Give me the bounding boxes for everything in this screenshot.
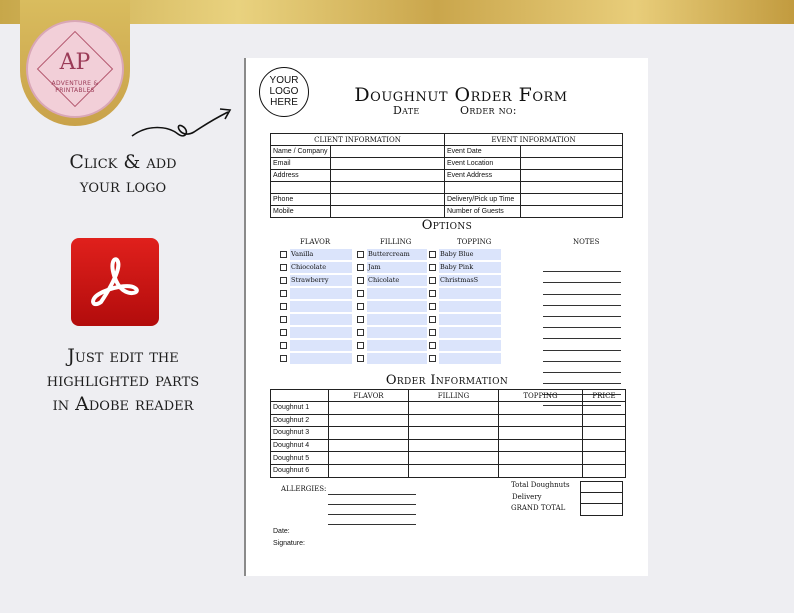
grand-total-label: GRAND TOTAL	[511, 504, 566, 512]
adobe-acrobat-icon	[71, 238, 159, 326]
logo-placeholder-line2: LOGO	[269, 86, 299, 97]
promo-line-3: Just edit the	[67, 345, 179, 367]
order-row-label: Doughnut 3	[271, 427, 329, 440]
option-text-field[interactable]	[439, 288, 501, 299]
notes-header: NOTES	[573, 238, 600, 246]
logo-placeholder-line1: YOUR	[269, 75, 299, 86]
total-doughnuts-label: Total Doughnuts	[511, 481, 570, 489]
order-cell-input[interactable]	[583, 402, 626, 415]
allergy-lines[interactable]	[328, 485, 416, 525]
option-checkbox[interactable]	[429, 329, 436, 336]
order-cell-input[interactable]	[583, 452, 626, 465]
option-text-field[interactable]	[290, 288, 352, 299]
order-row	[271, 452, 626, 465]
option-checkbox[interactable]	[357, 329, 364, 336]
order-cell-input[interactable]	[409, 452, 499, 465]
filling-header: FILLING	[380, 238, 412, 246]
event-field-input[interactable]	[521, 170, 623, 182]
client-field-label: Phone	[271, 194, 331, 206]
option-text-field[interactable]: ChristmasS	[439, 275, 501, 286]
client-info-header: CLIENT INFORMATION	[271, 134, 445, 146]
event-field-input[interactable]	[521, 158, 623, 170]
option-checkbox[interactable]	[280, 303, 287, 310]
client-field-label: Email	[271, 158, 331, 170]
topping-header: TOPPING	[457, 238, 492, 246]
event-field-label	[445, 182, 521, 194]
event-field-input[interactable]	[521, 182, 623, 194]
option-text-field[interactable]	[367, 301, 427, 312]
order-row-label: Doughnut 6	[271, 464, 329, 477]
order-row-label: Doughnut 4	[271, 439, 329, 452]
option-checkbox[interactable]	[357, 355, 364, 362]
client-field-input[interactable]	[331, 146, 445, 158]
option-text-field[interactable]	[439, 353, 501, 364]
option-text-field[interactable]: Buttercream	[367, 249, 427, 260]
client-field-input[interactable]	[331, 206, 445, 218]
option-text-field[interactable]: Baby Pink	[439, 262, 501, 273]
event-field-label: Delivery/Pick up Time	[445, 194, 521, 206]
option-text-field[interactable]	[367, 340, 427, 351]
option-checkbox[interactable]	[357, 342, 364, 349]
client-event-row	[271, 194, 623, 206]
order-row	[271, 414, 626, 427]
order-cell-input[interactable]	[499, 414, 583, 427]
order-row	[271, 427, 626, 440]
delivery-field[interactable]	[580, 493, 623, 505]
option-text-field[interactable]: Strawberry	[290, 275, 352, 286]
client-field-label: Mobile	[271, 206, 331, 218]
promo-line-5: in Adobe reader	[52, 393, 194, 415]
form-title: Doughnut Order Form	[354, 84, 568, 106]
order-cell-input[interactable]	[409, 439, 499, 452]
order-row	[271, 464, 626, 477]
option-text-field[interactable]: Vanilla	[290, 249, 352, 260]
option-text-field[interactable]	[290, 301, 352, 312]
order-cell-input[interactable]	[499, 427, 583, 440]
option-checkbox[interactable]	[357, 290, 364, 297]
order-cell-input[interactable]	[499, 402, 583, 415]
option-checkbox[interactable]	[280, 277, 287, 284]
order-cell-input[interactable]	[329, 414, 409, 427]
client-event-row	[271, 146, 623, 158]
order-cell-input[interactable]	[583, 427, 626, 440]
order-column-header: FLAVOR	[329, 390, 409, 402]
promo-edit-instructions	[10, 344, 236, 416]
option-text-field[interactable]	[367, 288, 427, 299]
option-text-field[interactable]	[367, 353, 427, 364]
order-cell-input[interactable]	[409, 402, 499, 415]
total-doughnuts-field[interactable]	[580, 481, 623, 493]
client-field-input[interactable]	[331, 158, 445, 170]
order-cell-input[interactable]	[409, 414, 499, 427]
option-checkbox[interactable]	[280, 264, 287, 271]
option-text-field[interactable]: Chicolate	[367, 275, 427, 286]
order-cell-input[interactable]	[409, 427, 499, 440]
order-number-label: Order no:	[460, 104, 517, 117]
promo-line-4: highlighted parts	[46, 369, 200, 391]
brand-name-line1: ADVENTURE &	[51, 80, 99, 87]
order-column-header: TOPPING	[499, 390, 583, 402]
acrobat-swirl-icon	[71, 238, 159, 326]
grand-total-field[interactable]	[580, 504, 623, 516]
option-checkbox[interactable]	[357, 303, 364, 310]
option-checkbox[interactable]	[280, 342, 287, 349]
option-text-field[interactable]	[290, 327, 352, 338]
signature-label: Signature:	[273, 540, 305, 547]
order-row	[271, 402, 626, 415]
date-footer-label: Date:	[273, 528, 290, 535]
order-column-header	[271, 390, 329, 402]
option-checkbox[interactable]	[429, 342, 436, 349]
option-text-field[interactable]	[439, 301, 501, 312]
order-cell-input[interactable]	[329, 439, 409, 452]
order-cell-input[interactable]	[329, 452, 409, 465]
order-cell-input[interactable]	[499, 464, 583, 477]
totals-labels	[511, 480, 570, 515]
order-row-label: Doughnut 5	[271, 452, 329, 465]
option-text-field[interactable]: Baby Blue	[439, 249, 501, 260]
flavor-header: FLAVOR	[300, 238, 331, 246]
client-field-input[interactable]	[331, 170, 445, 182]
order-cell-input[interactable]	[583, 464, 626, 477]
order-cell-input[interactable]	[583, 414, 626, 427]
option-checkbox[interactable]	[429, 355, 436, 362]
option-checkbox[interactable]	[429, 290, 436, 297]
client-field-label: Address	[271, 170, 331, 182]
event-field-label: Event Address	[445, 170, 521, 182]
option-checkbox[interactable]	[429, 264, 436, 271]
order-form-page	[246, 58, 648, 576]
event-info-header: EVENT INFORMATION	[445, 134, 623, 146]
client-event-row	[271, 182, 623, 194]
option-checkbox[interactable]	[280, 355, 287, 362]
option-text-field[interactable]	[290, 314, 352, 325]
promo-line-1: Click & add	[69, 151, 177, 173]
order-row-label: Doughnut 1	[271, 402, 329, 415]
option-checkbox[interactable]	[429, 251, 436, 258]
option-checkbox[interactable]	[357, 277, 364, 284]
option-text-field[interactable]	[367, 314, 427, 325]
date-label: Date	[393, 104, 420, 117]
option-text-field[interactable]: Chiocolate	[290, 262, 352, 273]
order-column-header: PRICE	[583, 390, 626, 402]
option-checkbox[interactable]	[357, 264, 364, 271]
client-field-label: Name / Company	[271, 146, 331, 158]
promo-line-2: your logo	[79, 175, 167, 197]
logo-placeholder[interactable]	[259, 67, 309, 117]
event-field-input[interactable]	[521, 146, 623, 158]
order-cell-input[interactable]	[329, 464, 409, 477]
delivery-label: Delivery	[512, 492, 542, 501]
event-field-label: Number of Guests	[445, 206, 521, 218]
options-title: Options	[421, 218, 473, 233]
option-checkbox[interactable]	[429, 316, 436, 323]
option-text-field[interactable]	[290, 353, 352, 364]
order-cell-input[interactable]	[499, 452, 583, 465]
option-text-field[interactable]	[439, 327, 501, 338]
order-column-header: FILLING	[409, 390, 499, 402]
brand-name	[28, 80, 122, 94]
option-checkbox[interactable]	[429, 277, 436, 284]
option-text-field[interactable]	[439, 340, 501, 351]
client-event-row	[271, 158, 623, 170]
client-field-input[interactable]	[331, 194, 445, 206]
option-text-field[interactable]: Jam	[367, 262, 427, 273]
option-checkbox[interactable]	[357, 316, 364, 323]
total-boxes	[580, 481, 623, 516]
curly-arrow-icon	[128, 100, 238, 146]
allergies-label: ALLERGIES:	[281, 485, 327, 493]
option-checkbox[interactable]	[280, 251, 287, 258]
event-field-input[interactable]	[521, 206, 623, 218]
option-checkbox[interactable]	[357, 251, 364, 258]
order-information-title: Order Information	[385, 373, 509, 388]
option-checkbox[interactable]	[280, 290, 287, 297]
promo-click-add-logo	[10, 150, 236, 198]
order-cell-input[interactable]	[329, 402, 409, 415]
order-information-table	[270, 389, 626, 478]
option-text-field[interactable]	[290, 340, 352, 351]
client-event-row	[271, 206, 623, 218]
brand-initials: AP	[59, 50, 91, 75]
client-field-input[interactable]	[331, 182, 445, 194]
order-cell-input[interactable]	[583, 439, 626, 452]
order-cell-input[interactable]	[329, 427, 409, 440]
order-cell-input[interactable]	[409, 464, 499, 477]
event-field-input[interactable]	[521, 194, 623, 206]
logo-placeholder-line3: HERE	[270, 97, 298, 108]
brand-logo-badge	[26, 20, 124, 118]
event-field-label: Event Location	[445, 158, 521, 170]
event-field-label: Event Date	[445, 146, 521, 158]
option-text-field[interactable]	[367, 327, 427, 338]
option-checkbox[interactable]	[429, 303, 436, 310]
brand-name-line2: PRINTABLES	[55, 87, 95, 94]
order-cell-input[interactable]	[499, 439, 583, 452]
order-row-label: Doughnut 2	[271, 414, 329, 427]
option-text-field[interactable]	[439, 314, 501, 325]
client-event-row	[271, 170, 623, 182]
order-row	[271, 439, 626, 452]
client-event-table	[270, 133, 623, 218]
option-checkbox[interactable]	[280, 316, 287, 323]
option-checkbox[interactable]	[280, 329, 287, 336]
client-field-label	[271, 182, 331, 194]
